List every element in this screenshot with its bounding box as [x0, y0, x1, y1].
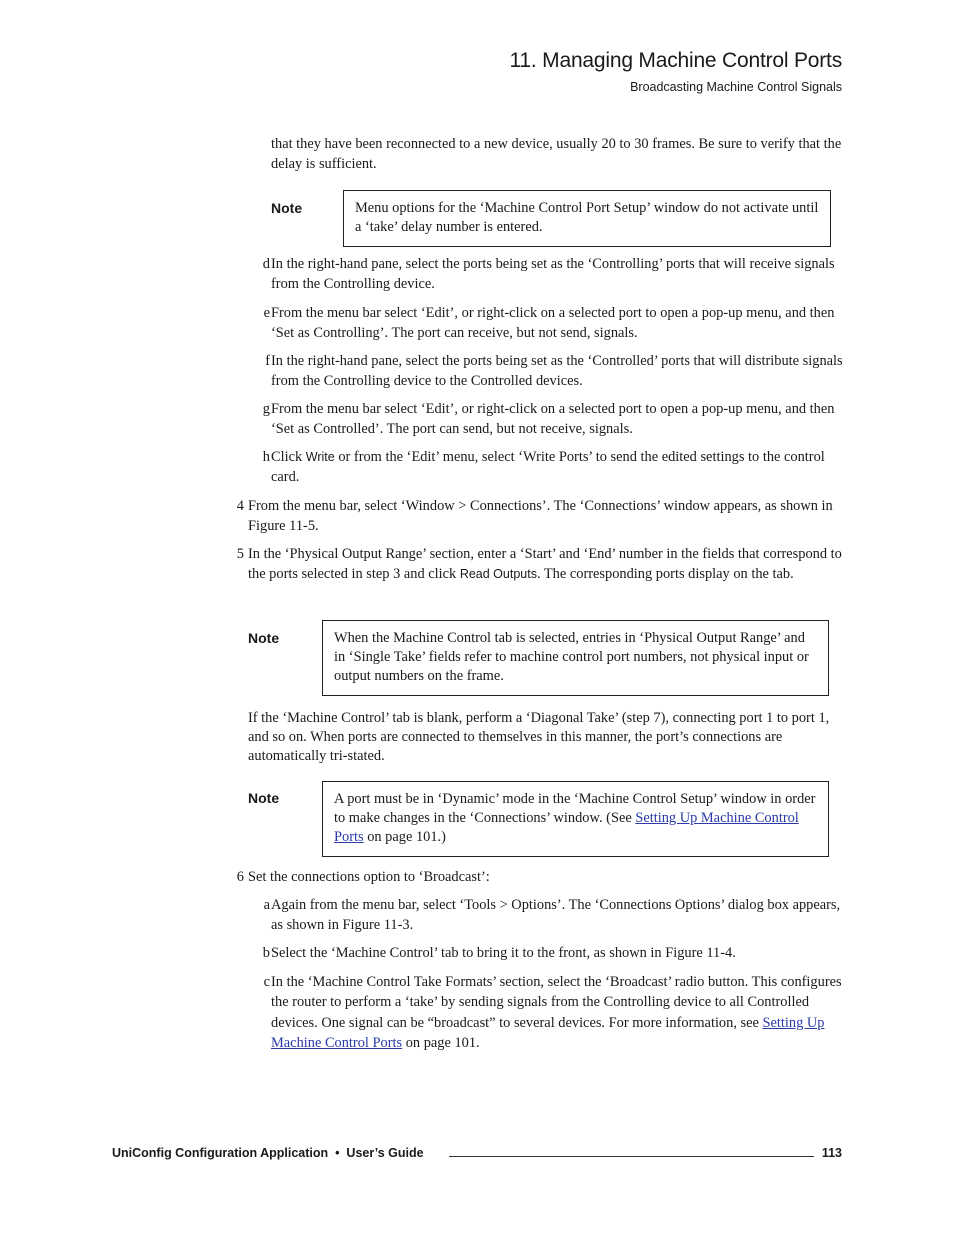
- note-box: [322, 781, 829, 857]
- section-title: Broadcasting Machine Control Signals: [630, 80, 842, 94]
- step-text: From the menu bar, select ‘Window > Connections’. The ‘Connections’ window appears, as shown in Figure 11-5.: [248, 498, 833, 534]
- footer-guide-title: UniConfig Configuration Application • User’s Guide: [112, 1146, 424, 1160]
- step-label: c: [263, 974, 270, 990]
- step-text: In the right-hand pane, select the ports being set as the ‘Controlling’ ports that will receive signals from the Controlling device.: [271, 256, 835, 292]
- intro-paragraph: that they have been reconnected to a new device, usually 20 to 30 frames. Be sure to verify that the delay is sufficient.: [271, 136, 842, 172]
- chapter-title: 11. Managing Machine Control Ports: [509, 49, 842, 72]
- step-label: h: [262, 449, 270, 465]
- note-label: Note: [271, 200, 303, 216]
- blank-tab-paragraph: If the ‘Machine Control’ tab is blank, perform a ‘Diagonal Take’ (step 7), connecting port 1 to port 1, and so on. When ports are connected to themselves in this manner, the port’s connections are automatically tri-stated.: [248, 710, 830, 764]
- step-label: d: [262, 256, 270, 272]
- page-number: 113: [821, 1146, 842, 1160]
- note-text: A port must be in ‘Dynamic’ mode in the ‘Machine Control Setup’ window in order to make changes in the ‘Connections’ window. (See Setting Up Machine Control Ports on page 101.): [334, 791, 816, 845]
- step-text: In the ‘Physical Output Range’ section, enter a ‘Start’ and ‘End’ number in the fields that correspond to the ports selected in step 3 and click Read Outputs. The corresponding ports display on the tab.: [248, 546, 842, 582]
- step-text: From the menu bar select ‘Edit’, or right-click on a selected port to open a pop-up menu, and then ‘Set as Controlled’. The port can send, but not receive, signals.: [271, 401, 835, 437]
- step-label: f: [265, 353, 270, 369]
- step-label: 4: [236, 498, 244, 514]
- read-outputs-button-reference: Read Outputs: [459, 566, 537, 581]
- setting-up-machine-control-ports-link[interactable]: Setting Up Machine Control Ports: [271, 1014, 825, 1051]
- step-text: Again from the menu bar, select ‘Tools > Options’. The ‘Connections Options’ dialog box appears, as shown in Figure 11-3.: [271, 897, 841, 933]
- step-text: In the ‘Machine Control Take Formats’ section, select the ‘Broadcast’ radio button. This configures the router to perform a ‘take’ by sending signals from the Controlling device to all Controlled devices. One signal can be “broadcast” to several devices. For more information, see Setting Up Machine Control Ports on page 101.: [271, 974, 842, 1051]
- step-label: b: [262, 945, 270, 961]
- note-label: Note: [248, 790, 280, 806]
- footer-rule: [449, 1156, 814, 1157]
- step-text: Select the ‘Machine Control’ tab to bring it to the front, as shown in Figure 11-4.: [271, 945, 736, 961]
- step-text: In the right-hand pane, select the ports being set as the ‘Controlled’ ports that will distribute signals from the Controlling device to the Controlled devices.: [271, 353, 843, 389]
- step-text: Click Write or from the ‘Edit’ menu, select ‘Write Ports’ to send the edited settings to the control card.: [271, 449, 825, 485]
- step-text: From the menu bar select ‘Edit’, or right-click on a selected port to open a pop-up menu, and then ‘Set as Controlling’. The port can receive, but not send, signals.: [271, 305, 835, 341]
- step-text: Set the connections option to ‘Broadcast’:: [248, 869, 490, 885]
- step-label: g: [262, 401, 270, 417]
- note-label: Note: [248, 630, 280, 646]
- write-button-reference: Write: [305, 450, 335, 464]
- note-box: [322, 620, 829, 696]
- step-label: 5: [236, 546, 244, 562]
- setting-up-machine-control-ports-link[interactable]: Setting Up Machine Control Ports: [334, 810, 799, 845]
- step-label: a: [263, 897, 270, 913]
- step-label: e: [263, 305, 270, 321]
- note-box: [343, 190, 831, 247]
- step-label: 6: [236, 869, 244, 885]
- note-text: Menu options for the ‘Machine Control Port Setup’ window do not activate until a ‘take’ delay number is entered.: [355, 200, 819, 235]
- note-text: When the Machine Control tab is selected, entries in ‘Physical Output Range’ and in ‘Single Take’ fields refer to machine control port numbers, not physical input or output numbers on the frame.: [334, 630, 809, 684]
